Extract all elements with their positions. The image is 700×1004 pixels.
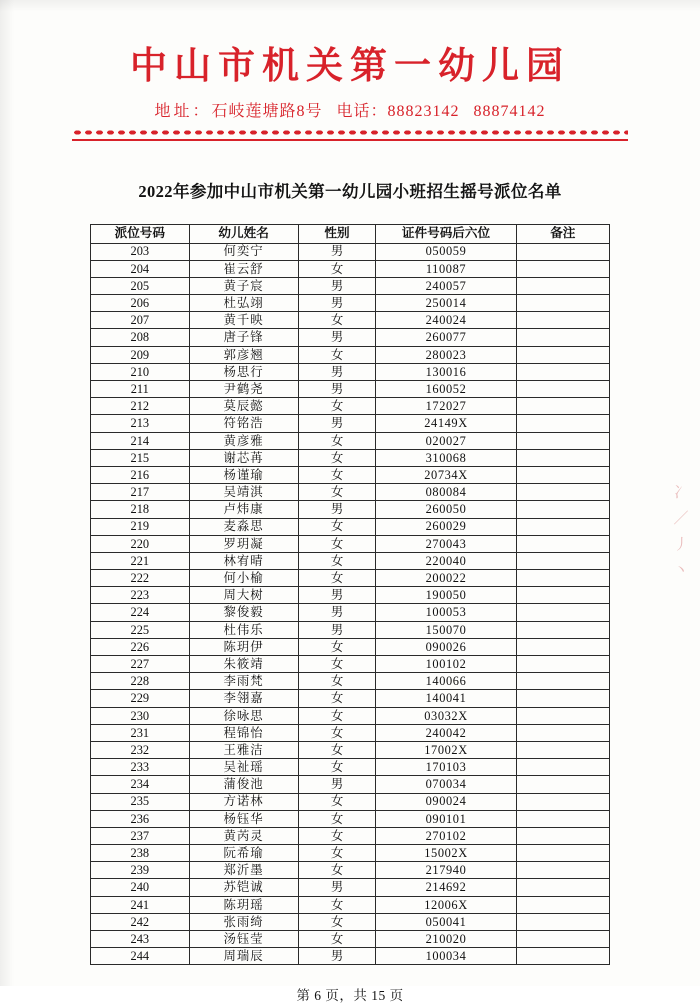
cell-seat-number: 241 xyxy=(91,896,190,913)
cell-seat-number: 225 xyxy=(91,621,190,638)
roster-table-body xyxy=(91,243,610,965)
cell-gender: 女 xyxy=(298,896,376,913)
table-row xyxy=(91,931,610,948)
cell-id-last-six: 260077 xyxy=(376,329,516,346)
cell-child-name: 杜弘翊 xyxy=(189,295,298,312)
cell-seat-number: 208 xyxy=(91,329,190,346)
table-row xyxy=(91,518,610,535)
cell-child-name: 黎俊毅 xyxy=(189,604,298,621)
table-header-row xyxy=(91,224,610,243)
cell-id-last-six: 080084 xyxy=(376,484,516,501)
cell-child-name: 郑沂墨 xyxy=(189,862,298,879)
cell-child-name: 黄千映 xyxy=(189,312,298,329)
cell-child-name: 程锦怡 xyxy=(189,724,298,741)
cell-seat-number: 235 xyxy=(91,793,190,810)
cell-id-last-six: 17002X xyxy=(376,741,516,758)
letterhead-solid-rule xyxy=(72,139,628,141)
cell-gender: 女 xyxy=(298,862,376,879)
cell-remark xyxy=(516,638,609,655)
cell-seat-number: 205 xyxy=(91,277,190,294)
cell-remark xyxy=(516,570,609,587)
table-row xyxy=(91,587,610,604)
cell-gender: 女 xyxy=(298,793,376,810)
cell-child-name: 符铭浩 xyxy=(189,415,298,432)
cell-child-name: 蒲俊池 xyxy=(189,776,298,793)
cell-seat-number: 218 xyxy=(91,501,190,518)
cell-remark xyxy=(516,432,609,449)
table-row xyxy=(91,295,610,312)
cell-id-last-six: 100053 xyxy=(376,604,516,621)
table-row xyxy=(91,913,610,930)
cell-child-name: 杜伟乐 xyxy=(189,621,298,638)
cell-remark xyxy=(516,656,609,673)
cell-id-last-six: 090024 xyxy=(376,793,516,810)
cell-id-last-six: 240024 xyxy=(376,312,516,329)
cell-gender: 男 xyxy=(298,415,376,432)
roster-table-container xyxy=(90,224,610,966)
table-row xyxy=(91,776,610,793)
cell-remark xyxy=(516,673,609,690)
cell-remark xyxy=(516,707,609,724)
table-row xyxy=(91,363,610,380)
cell-remark xyxy=(516,879,609,896)
table-row xyxy=(91,827,610,844)
cell-gender: 男 xyxy=(298,363,376,380)
cell-gender: 女 xyxy=(298,913,376,930)
table-row xyxy=(91,432,610,449)
cell-remark xyxy=(516,363,609,380)
table-row xyxy=(91,621,610,638)
cell-child-name: 朱筱靖 xyxy=(189,656,298,673)
cell-remark xyxy=(516,398,609,415)
cell-child-name: 张雨绮 xyxy=(189,913,298,930)
cell-remark xyxy=(516,295,609,312)
cell-seat-number: 230 xyxy=(91,707,190,724)
cell-child-name: 林宥晴 xyxy=(189,552,298,569)
cell-id-last-six: 190050 xyxy=(376,587,516,604)
cell-seat-number: 203 xyxy=(91,243,190,260)
cell-id-last-six: 160052 xyxy=(376,381,516,398)
cell-gender: 女 xyxy=(298,931,376,948)
cell-gender: 女 xyxy=(298,827,376,844)
cell-child-name: 苏铠诚 xyxy=(189,879,298,896)
cell-child-name: 杨谨瑜 xyxy=(189,466,298,483)
cell-remark xyxy=(516,381,609,398)
cell-child-name: 吴靖淇 xyxy=(189,484,298,501)
cell-id-last-six: 140041 xyxy=(376,690,516,707)
cell-gender: 女 xyxy=(298,570,376,587)
column-header-seat-number: 派位号码 xyxy=(91,224,190,243)
cell-id-last-six: 270102 xyxy=(376,827,516,844)
letterhead xyxy=(0,0,700,141)
table-row xyxy=(91,312,610,329)
cell-remark xyxy=(516,776,609,793)
cell-seat-number: 207 xyxy=(91,312,190,329)
cell-seat-number: 240 xyxy=(91,879,190,896)
cell-gender: 男 xyxy=(298,243,376,260)
table-row xyxy=(91,501,610,518)
cell-gender: 女 xyxy=(298,759,376,776)
cell-child-name: 罗玥凝 xyxy=(189,535,298,552)
cell-seat-number: 236 xyxy=(91,810,190,827)
cell-child-name: 黄彦雅 xyxy=(189,432,298,449)
page-title: 2022年参加中山市机关第一幼儿园小班招生摇号派位名单 xyxy=(138,181,562,201)
cell-remark xyxy=(516,948,609,965)
cell-seat-number: 215 xyxy=(91,449,190,466)
cell-id-last-six: 140066 xyxy=(376,673,516,690)
table-row xyxy=(91,862,610,879)
cell-gender: 女 xyxy=(298,260,376,277)
cell-remark xyxy=(516,621,609,638)
cell-seat-number: 209 xyxy=(91,346,190,363)
cell-child-name: 郭彦翘 xyxy=(189,346,298,363)
cell-gender: 男 xyxy=(298,776,376,793)
cell-child-name: 崔云舒 xyxy=(189,260,298,277)
cell-remark xyxy=(516,793,609,810)
table-row xyxy=(91,759,610,776)
cell-id-last-six: 250014 xyxy=(376,295,516,312)
cell-child-name: 卢炜康 xyxy=(189,501,298,518)
cell-seat-number: 211 xyxy=(91,381,190,398)
table-row xyxy=(91,741,610,758)
cell-child-name: 方诺林 xyxy=(189,793,298,810)
table-row xyxy=(91,604,610,621)
cell-seat-number: 216 xyxy=(91,466,190,483)
table-row xyxy=(91,449,610,466)
table-row xyxy=(91,810,610,827)
table-row xyxy=(91,466,610,483)
cell-child-name: 阮希瑜 xyxy=(189,845,298,862)
cell-seat-number: 214 xyxy=(91,432,190,449)
cell-id-last-six: 240057 xyxy=(376,277,516,294)
cell-seat-number: 210 xyxy=(91,363,190,380)
cell-child-name: 黄子宸 xyxy=(189,277,298,294)
cell-id-last-six: 214692 xyxy=(376,879,516,896)
cell-gender: 男 xyxy=(298,295,376,312)
cell-gender: 男 xyxy=(298,329,376,346)
cell-remark xyxy=(516,329,609,346)
cell-remark xyxy=(516,312,609,329)
cell-child-name: 尹鹤尧 xyxy=(189,381,298,398)
cell-remark xyxy=(516,759,609,776)
cell-id-last-six: 150070 xyxy=(376,621,516,638)
cell-seat-number: 237 xyxy=(91,827,190,844)
cell-remark xyxy=(516,277,609,294)
cell-remark xyxy=(516,466,609,483)
cell-child-name: 王雅洁 xyxy=(189,741,298,758)
cell-id-last-six: 15002X xyxy=(376,845,516,862)
cell-gender: 女 xyxy=(298,449,376,466)
cell-id-last-six: 050041 xyxy=(376,913,516,930)
cell-child-name: 莫辰懿 xyxy=(189,398,298,415)
cell-seat-number: 213 xyxy=(91,415,190,432)
cell-seat-number: 244 xyxy=(91,948,190,965)
cell-child-name: 黄芮灵 xyxy=(189,827,298,844)
cell-child-name: 陈玥伊 xyxy=(189,638,298,655)
cell-gender: 女 xyxy=(298,466,376,483)
cell-seat-number: 227 xyxy=(91,656,190,673)
table-row xyxy=(91,656,610,673)
cell-seat-number: 239 xyxy=(91,862,190,879)
cell-remark xyxy=(516,449,609,466)
table-row xyxy=(91,724,610,741)
cell-child-name: 周大树 xyxy=(189,587,298,604)
cell-remark xyxy=(516,518,609,535)
column-header-child-name: 幼儿姓名 xyxy=(189,224,298,243)
cell-remark xyxy=(516,501,609,518)
cell-gender: 女 xyxy=(298,518,376,535)
cell-seat-number: 231 xyxy=(91,724,190,741)
cell-gender: 女 xyxy=(298,638,376,655)
table-row xyxy=(91,570,610,587)
cell-id-last-six: 310068 xyxy=(376,449,516,466)
cell-seat-number: 242 xyxy=(91,913,190,930)
table-row xyxy=(91,346,610,363)
table-row xyxy=(91,707,610,724)
cell-seat-number: 222 xyxy=(91,570,190,587)
cell-id-last-six: 24149X xyxy=(376,415,516,432)
address-value: 石岐莲塘路8号 xyxy=(211,102,323,120)
table-row xyxy=(91,398,610,415)
cell-id-last-six: 172027 xyxy=(376,398,516,415)
cell-seat-number: 232 xyxy=(91,741,190,758)
cell-child-name: 何奕宁 xyxy=(189,243,298,260)
cell-seat-number: 238 xyxy=(91,845,190,862)
cell-remark xyxy=(516,587,609,604)
cell-id-last-six: 210020 xyxy=(376,931,516,948)
cell-id-last-six: 217940 xyxy=(376,862,516,879)
roster-table xyxy=(90,224,610,966)
table-row xyxy=(91,690,610,707)
table-row xyxy=(91,948,610,965)
cell-id-last-six: 130016 xyxy=(376,363,516,380)
cell-id-last-six: 050059 xyxy=(376,243,516,260)
cell-gender: 女 xyxy=(298,535,376,552)
page-footer: 第 6 页，共 15 页 xyxy=(296,988,404,1004)
cell-remark xyxy=(516,845,609,862)
cell-id-last-six: 090101 xyxy=(376,810,516,827)
column-header-remark: 备注 xyxy=(516,224,609,243)
cell-remark xyxy=(516,724,609,741)
table-row xyxy=(91,277,610,294)
cell-id-last-six: 100034 xyxy=(376,948,516,965)
cell-id-last-six: 12006X xyxy=(376,896,516,913)
cell-remark xyxy=(516,243,609,260)
table-row xyxy=(91,260,610,277)
cell-gender: 男 xyxy=(298,587,376,604)
cell-gender: 男 xyxy=(298,381,376,398)
table-row xyxy=(91,243,610,260)
cell-child-name: 陈玥瑶 xyxy=(189,896,298,913)
address-label: 地址： xyxy=(154,102,212,120)
cell-remark xyxy=(516,931,609,948)
cell-gender: 男 xyxy=(298,879,376,896)
cell-id-last-six: 090026 xyxy=(376,638,516,655)
cell-id-last-six: 240042 xyxy=(376,724,516,741)
cell-remark xyxy=(516,552,609,569)
cell-child-name: 李雨梵 xyxy=(189,673,298,690)
cell-id-last-six: 110087 xyxy=(376,260,516,277)
table-row xyxy=(91,415,610,432)
letterhead-dotted-rule xyxy=(72,129,628,136)
cell-gender: 男 xyxy=(298,604,376,621)
cell-seat-number: 226 xyxy=(91,638,190,655)
table-row xyxy=(91,793,610,810)
cell-gender: 女 xyxy=(298,724,376,741)
cell-id-last-six: 260029 xyxy=(376,518,516,535)
table-row xyxy=(91,896,610,913)
cell-seat-number: 228 xyxy=(91,673,190,690)
cell-id-last-six: 200022 xyxy=(376,570,516,587)
cell-seat-number: 220 xyxy=(91,535,190,552)
table-row xyxy=(91,638,610,655)
cell-remark xyxy=(516,535,609,552)
cell-id-last-six: 100102 xyxy=(376,656,516,673)
cell-id-last-six: 270043 xyxy=(376,535,516,552)
cell-id-last-six: 170103 xyxy=(376,759,516,776)
table-row xyxy=(91,484,610,501)
cell-gender: 男 xyxy=(298,621,376,638)
cell-seat-number: 217 xyxy=(91,484,190,501)
table-row xyxy=(91,552,610,569)
phone-value-1: 88823142 xyxy=(387,102,460,120)
table-row xyxy=(91,673,610,690)
cell-child-name: 吴祉瑶 xyxy=(189,759,298,776)
cell-seat-number: 219 xyxy=(91,518,190,535)
table-row xyxy=(91,329,610,346)
cell-id-last-six: 260050 xyxy=(376,501,516,518)
cell-gender: 男 xyxy=(298,277,376,294)
cell-gender: 女 xyxy=(298,810,376,827)
cell-child-name: 徐咏思 xyxy=(189,707,298,724)
table-row xyxy=(91,535,610,552)
cell-remark xyxy=(516,810,609,827)
cell-remark xyxy=(516,604,609,621)
cell-gender: 女 xyxy=(298,398,376,415)
cell-child-name: 唐子锋 xyxy=(189,329,298,346)
cell-remark xyxy=(516,690,609,707)
cell-gender: 女 xyxy=(298,432,376,449)
cell-remark xyxy=(516,484,609,501)
cell-id-last-six: 280023 xyxy=(376,346,516,363)
cell-child-name: 麦淼思 xyxy=(189,518,298,535)
cell-gender: 男 xyxy=(298,948,376,965)
cell-gender: 女 xyxy=(298,707,376,724)
table-row xyxy=(91,845,610,862)
cell-remark xyxy=(516,827,609,844)
cell-gender: 女 xyxy=(298,346,376,363)
cell-gender: 女 xyxy=(298,552,376,569)
cell-remark xyxy=(516,913,609,930)
table-row xyxy=(91,879,610,896)
cell-remark xyxy=(516,862,609,879)
cell-remark xyxy=(516,346,609,363)
cell-gender: 女 xyxy=(298,690,376,707)
cell-seat-number: 229 xyxy=(91,690,190,707)
cell-gender: 女 xyxy=(298,656,376,673)
cell-remark xyxy=(516,415,609,432)
cell-seat-number: 233 xyxy=(91,759,190,776)
cell-id-last-six: 070034 xyxy=(376,776,516,793)
column-header-gender: 性别 xyxy=(298,224,376,243)
cell-seat-number: 223 xyxy=(91,587,190,604)
cell-gender: 女 xyxy=(298,484,376,501)
cell-child-name: 周瑞辰 xyxy=(189,948,298,965)
cell-seat-number: 224 xyxy=(91,604,190,621)
cell-remark xyxy=(516,260,609,277)
cell-child-name: 李翎嘉 xyxy=(189,690,298,707)
cell-child-name: 谢芯苒 xyxy=(189,449,298,466)
cell-gender: 女 xyxy=(298,845,376,862)
cell-seat-number: 234 xyxy=(91,776,190,793)
phone-label: 电话： xyxy=(336,102,388,120)
organization-title: 中山市机关第一幼儿园 xyxy=(130,46,570,87)
table-row xyxy=(91,381,610,398)
cell-id-last-six: 220040 xyxy=(376,552,516,569)
cell-child-name: 杨钰华 xyxy=(189,810,298,827)
page-edge-shadow-left xyxy=(0,0,14,986)
cell-seat-number: 212 xyxy=(91,398,190,415)
cell-remark xyxy=(516,741,609,758)
cell-id-last-six: 03032X xyxy=(376,707,516,724)
cell-gender: 男 xyxy=(298,501,376,518)
cell-gender: 女 xyxy=(298,741,376,758)
cell-remark xyxy=(516,896,609,913)
scan-margin-artifacts: 冫 ／ 丿 丶 xyxy=(673,485,689,579)
cell-seat-number: 204 xyxy=(91,260,190,277)
cell-seat-number: 243 xyxy=(91,931,190,948)
cell-seat-number: 206 xyxy=(91,295,190,312)
cell-child-name: 汤钰莹 xyxy=(189,931,298,948)
cell-child-name: 何小榆 xyxy=(189,570,298,587)
phone-value-2: 88874142 xyxy=(473,102,546,120)
cell-gender: 女 xyxy=(298,312,376,329)
cell-gender: 女 xyxy=(298,673,376,690)
cell-seat-number: 221 xyxy=(91,552,190,569)
organization-contact xyxy=(0,98,700,121)
cell-child-name: 杨思行 xyxy=(189,363,298,380)
column-header-id-last-six: 证件号码后六位 xyxy=(376,224,516,243)
cell-id-last-six: 20734X xyxy=(376,466,516,483)
cell-id-last-six: 020027 xyxy=(376,432,516,449)
